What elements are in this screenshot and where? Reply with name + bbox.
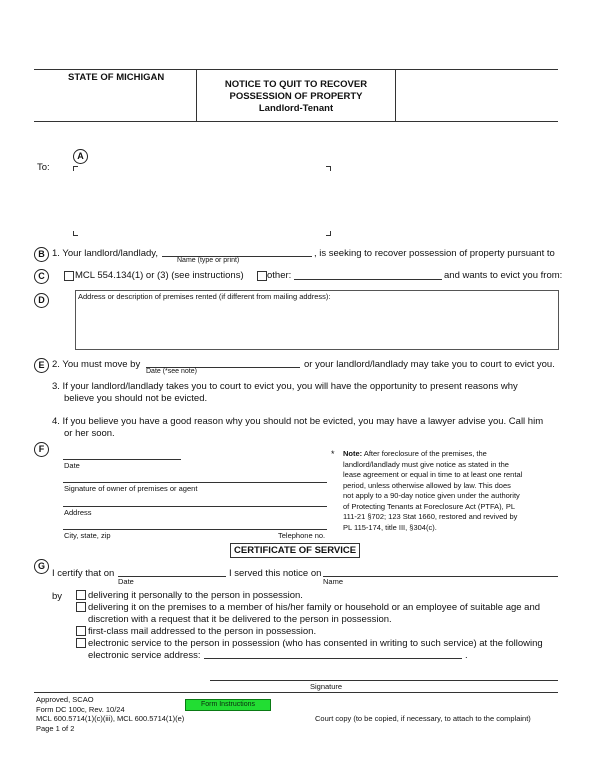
personal-delivery-label: delivering it personally to the person in possession.	[88, 590, 303, 601]
note-line-5: of Protecting Tenants at Foreclosure Act (PTFA), PL	[343, 501, 516, 511]
premises-delivery-cont: discretion with a request that it be delivered to the person in possession.	[88, 614, 392, 625]
electronic-checkbox[interactable]	[76, 638, 86, 648]
note-star: *	[331, 449, 335, 459]
personal-delivery-checkbox[interactable]	[76, 590, 86, 600]
marker-d: D	[34, 293, 49, 308]
form-title-line2: POSSESSION OF PROPERTY	[229, 91, 363, 102]
form-title-line3: Landlord-Tenant	[258, 103, 334, 114]
to-label: To:	[37, 162, 50, 173]
service-date-field[interactable]	[118, 576, 226, 577]
address-field[interactable]	[63, 506, 327, 507]
note-line-2: lease agreement or equal in time to at least one rental	[343, 470, 523, 479]
note-line-3: period, unless otherwise allowed by law. This does	[343, 480, 511, 490]
item3-text	[52, 381, 518, 405]
electronic-address-field[interactable]	[204, 658, 462, 659]
footer-page: Page 1 of 2	[36, 723, 75, 733]
item1-prefix: 1. Your landlord/landlady,	[52, 248, 158, 259]
note-line-7: PL 115-174, title III, §304(c).	[343, 522, 437, 532]
recipient-address-field[interactable]	[73, 166, 331, 236]
service-date-caption: Date	[118, 577, 134, 586]
premises-delivery-checkbox[interactable]	[76, 602, 86, 612]
marker-b: B	[34, 247, 49, 262]
certificate-signature-caption: Signature	[310, 682, 343, 691]
item3-line1: 3. If your landlord/landlady takes you to court to evict you, you will have the opportunity to present reasons why	[52, 381, 518, 392]
signature-field[interactable]	[63, 482, 327, 483]
date-field[interactable]	[63, 459, 181, 460]
marker-c: C	[34, 269, 49, 284]
corner-top-right	[326, 166, 331, 171]
mail-label: first-class mail addressed to the person in possession.	[88, 626, 317, 637]
corner-bottom-right	[326, 231, 331, 236]
premises-address-box[interactable]	[75, 290, 559, 350]
foreclosure-note	[343, 449, 558, 533]
move-date-caption: Date (*see note)	[146, 368, 197, 375]
city-phone-field[interactable]	[63, 529, 327, 530]
item2-prefix: 2. You must move by	[52, 359, 141, 370]
note-line-0: After foreclosure of the premises, the	[363, 449, 487, 458]
footer-approved: Approved, SCAO	[36, 695, 94, 704]
by-label: by	[52, 591, 63, 602]
marker-f: F	[34, 442, 49, 457]
state-label: STATE OF MICHIGAN	[68, 72, 165, 83]
court-copy-note: Court copy (to be copied, if necessary, to attach to the complaint)	[315, 714, 531, 723]
signature-caption: Signature of owner of premises or agent	[64, 484, 198, 493]
marker-a: A	[73, 149, 88, 164]
mcl-option-label: MCL 554.134(1) or (3) (see instructions)	[75, 270, 244, 281]
item1-suffix: , is seeking to recover possession of property pursuant to	[314, 248, 555, 259]
mail-checkbox[interactable]	[76, 626, 86, 636]
footer-mcl: MCL 600.5714(1)(c)(iii), MCL 600.5714(1)(e)	[36, 714, 185, 723]
form-title-line1: NOTICE TO QUIT TO RECOVER	[224, 79, 368, 90]
served-name-caption: Name	[323, 577, 344, 586]
item2-suffix: or your landlord/landlady may take you to court to evict you.	[304, 359, 555, 370]
form-instructions-button[interactable]: Form Instructions	[185, 699, 271, 711]
footer-form-number: Form DC 100c, Rev. 10/24	[36, 704, 125, 714]
corner-bottom-left	[73, 231, 78, 236]
item4-line2: or her soon.	[64, 428, 115, 439]
name-caption: Name (type or print)	[177, 257, 240, 264]
footer-rule	[34, 692, 558, 693]
header-top-rule	[34, 69, 558, 70]
corner-top-left	[73, 166, 78, 171]
note-line-4: not apply to a 90-day notice given under the authority	[343, 491, 520, 500]
served-label: I served this notice on	[229, 568, 322, 579]
premises-address-label: Address or description of premises rented (if different from mailing address):	[78, 292, 331, 301]
electronic-address-label: electronic service address:	[88, 650, 201, 661]
certificate-signature-field[interactable]	[210, 680, 558, 681]
other-field[interactable]	[294, 279, 442, 280]
other-checkbox[interactable]	[257, 271, 267, 281]
served-name-field[interactable]	[323, 576, 558, 577]
telephone-caption: Telephone no.	[278, 531, 326, 540]
marker-g: G	[34, 559, 49, 574]
electronic-period: .	[465, 650, 468, 661]
evict-from-label: and wants to evict you from:	[444, 270, 563, 281]
note-line-1: landlord/landlady must give notice as stated in the	[343, 459, 509, 469]
note-line-6: 111-21 §702; 123 Stat 1660, restored and revived by	[343, 512, 518, 521]
certify-prefix: I certify that on	[52, 568, 115, 579]
footer-info	[36, 695, 184, 733]
mcl-checkbox[interactable]	[64, 271, 74, 281]
item4-line1: 4. If you believe you have a good reason why you should not be evicted, you may have a lawyer advise you. Call him	[52, 416, 544, 427]
header-bottom-rule	[34, 121, 558, 122]
header-divider-2	[395, 70, 396, 122]
certificate-title: CERTIFICATE OF SERVICE	[230, 543, 360, 558]
address-caption: Address	[64, 508, 92, 517]
item3-line2: believe you should not be evicted.	[64, 393, 208, 404]
header-divider-1	[196, 70, 197, 122]
form-title	[198, 79, 394, 115]
other-option-label: other:	[267, 270, 292, 281]
premises-delivery-label: delivering it on the premises to a member of his/her family or household or an employee of suitable age and	[88, 602, 541, 613]
item4-text	[52, 416, 543, 440]
electronic-label: electronic service to the person in possession (who has consented in writing to such service) at the following	[88, 638, 543, 649]
marker-e: E	[34, 358, 49, 373]
date-caption: Date	[64, 461, 80, 470]
city-caption: City, state, zip	[64, 531, 111, 540]
note-label: Note:	[343, 449, 363, 458]
